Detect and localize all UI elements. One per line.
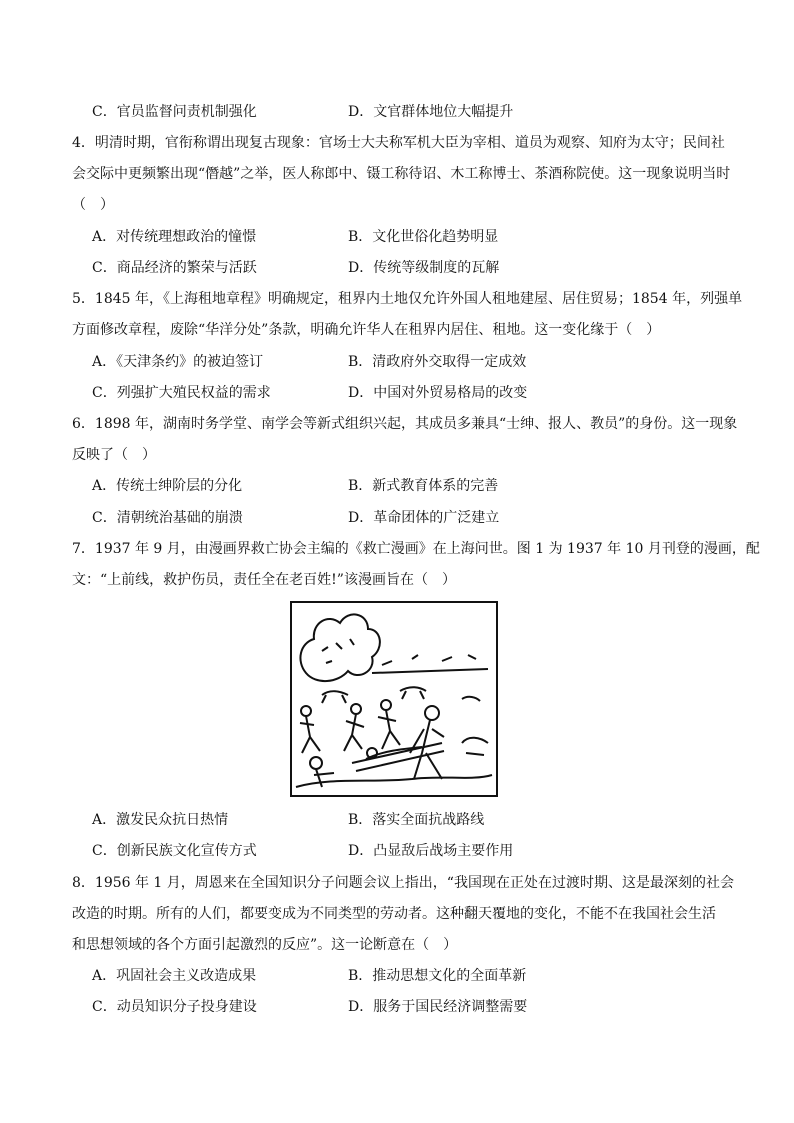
q8-option-d: D．服务于国民经济调整需要 (348, 999, 528, 1015)
q6-option-c: C．清朝统治基础的崩溃 (92, 510, 243, 526)
q6-stem-line-1: 6．1898 年，湖南时务学堂、南学会等新式组织兴起，其成员多兼具“士绅、报人、教员”的身份。这一现象 (72, 416, 738, 432)
q7-option-d: D．凸显敌后战场主要作用 (348, 843, 514, 859)
q4-option-d: D．传统等级制度的瓦解 (348, 260, 500, 276)
q8-stem-line-3: 和思想领域的各个方面引起激烈的反应”。这一论断意在（ ） (72, 937, 458, 953)
q7-stem-line-2: 文：“上前线，救护伤员，责任全在老百姓!”该漫画旨在（ ） (72, 572, 456, 588)
q8-option-a: A．巩固社会主义改造成果 (92, 968, 257, 984)
q7-stem-line-1: 7．1937 年 9 月，由漫画界救亡协会主编的《救亡漫画》在上海问世。图 1 为 1937 年 10 月刊登的漫画，配 (72, 541, 760, 557)
q4-stem-line-2: 会交际中更频繁出现“僭越”之举，医人称郎中、镊工称待诏、木工称博士、茶酒称院使。这一现象说明当时 (72, 166, 731, 182)
q6-option-d: D．革命团体的广泛建立 (348, 510, 500, 526)
q7-option-b: B．落实全面抗战路线 (348, 812, 485, 828)
q5-option-d: D．中国对外贸易格局的改变 (348, 385, 528, 401)
q7-option-a: A．激发民众抗日热情 (92, 812, 229, 828)
q3-option-c: C．官员监督问责机制强化 (92, 104, 257, 120)
q6-option-b: B．新式教育体系的完善 (348, 478, 499, 494)
q8-stem-line-2: 改造的时期。所有的人们，都要变成为不同类型的劳动者。这种翻天覆地的变化，不能不在我国社会生活 (72, 906, 716, 922)
q3-option-d: D．文官群体地位大幅提升 (348, 104, 514, 120)
q5-stem-line-1: 5．1845 年，《上海租地章程》明确规定，租界内土地仅允许外国人租地建屋、居住贸易；1854 年，列强单 (72, 291, 743, 307)
cartoon-figure-1 (290, 601, 498, 797)
q4-stem-line-1: 4．明清时期，官衔称谓出现复古现象：官场士大夫称军机大臣为宰相、道员为观察、知府为太守；民间社 (72, 135, 725, 151)
q6-option-a: A．传统士绅阶层的分化 (92, 478, 243, 494)
q8-option-c: C．动员知识分子投身建设 (92, 999, 257, 1015)
cartoon-drawing (292, 603, 496, 795)
q8-stem-line-1: 8．1956 年 1 月，周恩来在全国知识分子问题会议上指出，“我国现在正处在过渡时期、这是最深刻的社会 (72, 875, 734, 891)
q5-option-a: A．《天津条约》的被迫签订 (92, 354, 264, 370)
q4-stem-line-3: （ ） (72, 197, 114, 213)
q5-option-c: C．列强扩大殖民权益的需求 (92, 385, 271, 401)
q8-option-b: B．推动思想文化的全面革新 (348, 968, 527, 984)
q7-option-c: C．创新民族文化宣传方式 (92, 843, 257, 859)
q4-option-a: A．对传统理想政治的憧憬 (92, 229, 257, 245)
q4-option-c: C．商品经济的繁荣与活跃 (92, 260, 257, 276)
q5-option-b: B．清政府外交取得一定成效 (348, 354, 527, 370)
q6-stem-line-2: 反映了（ ） (72, 447, 156, 463)
q5-stem-line-2: 方面修改章程，废除“华洋分处”条款，明确允许华人在租界内居住、租地。这一变化缘于（ ） (72, 322, 661, 338)
q4-option-b: B．文化世俗化趋势明显 (348, 229, 499, 245)
